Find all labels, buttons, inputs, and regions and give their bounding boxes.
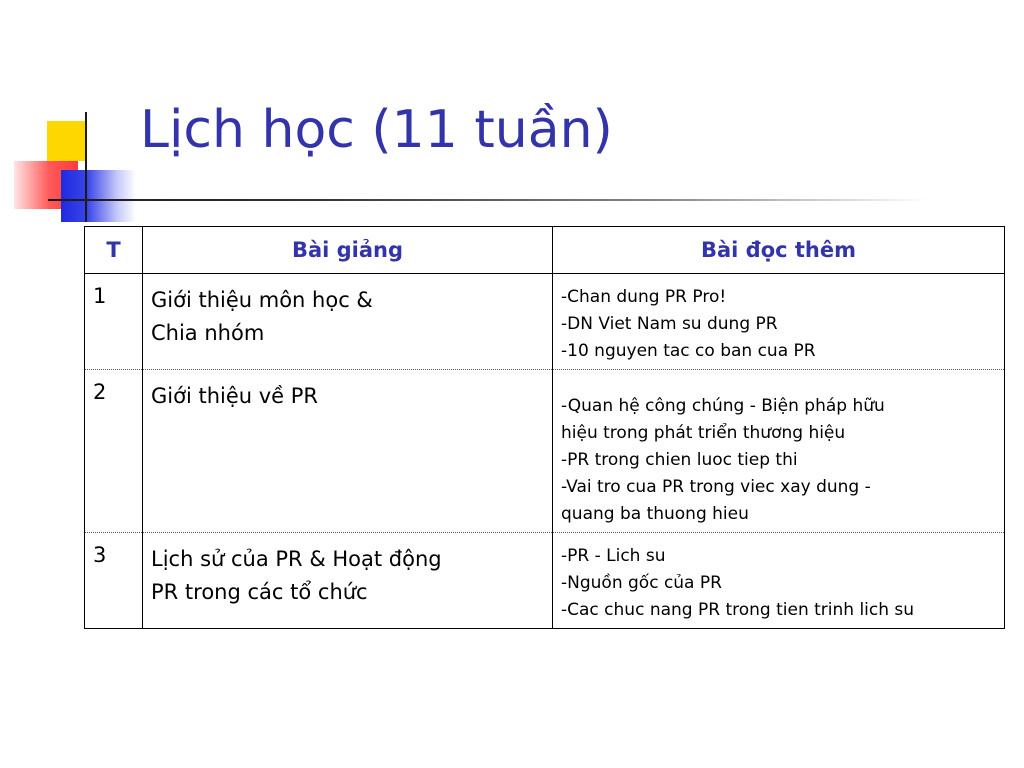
reading-cell [553,370,1005,533]
header-week: T [85,227,143,274]
lecture-cell [143,533,553,629]
lecture-line: PR trong các tổ chức [151,580,368,604]
reading-line: -Chan dung PR Pro! [561,287,727,307]
decor-vertical-line [85,112,87,222]
schedule-table [84,226,1005,629]
lecture-cell [143,274,553,370]
decor-yellow-square [47,121,87,161]
reading-line: -PR - Lich su [561,546,666,566]
header-reading: Bài đọc thêm [553,227,1005,274]
table-header-row [85,227,1005,274]
reading-line: -10 nguyen tac co ban cua PR [561,341,816,361]
reading-line: quang ba thuong hieu [561,504,749,524]
reading-line: -Nguồn gốc của PR [561,573,722,593]
week-number: 3 [85,533,143,629]
week-number: 1 [85,274,143,370]
week-number: 2 [85,370,143,533]
reading-spacer [561,380,996,393]
header-lecture: Bài giảng [143,227,553,274]
reading-line: -PR trong chien luoc tiep thi [561,450,798,470]
lecture-line: Chia nhóm [151,321,265,345]
lecture-line: Giới thiệu về PR [151,384,319,408]
lecture-line: Lịch sử của PR & Hoạt động [151,547,442,571]
reading-line: hiệu trong phát triển thương hiệu [561,423,846,443]
reading-line: -Vai tro cua PR trong viec xay dung - [561,477,871,497]
title-underline [48,199,928,201]
lecture-cell [143,370,553,533]
reading-cell [553,533,1005,629]
reading-line: -Cac chuc nang PR trong tien trinh lich su [561,600,915,620]
table-row [85,370,1005,533]
lecture-line: Giới thiệu môn học & [151,288,373,312]
reading-line: -Quan hệ công chúng - Biện pháp hữu [561,396,885,416]
reading-line: -DN Viet Nam su dung PR [561,314,778,334]
table-row [85,533,1005,629]
slide-title: Lịch học (11 tuần) [140,100,613,160]
reading-cell [553,274,1005,370]
table-row [85,274,1005,370]
decor-blue-square [61,170,136,222]
